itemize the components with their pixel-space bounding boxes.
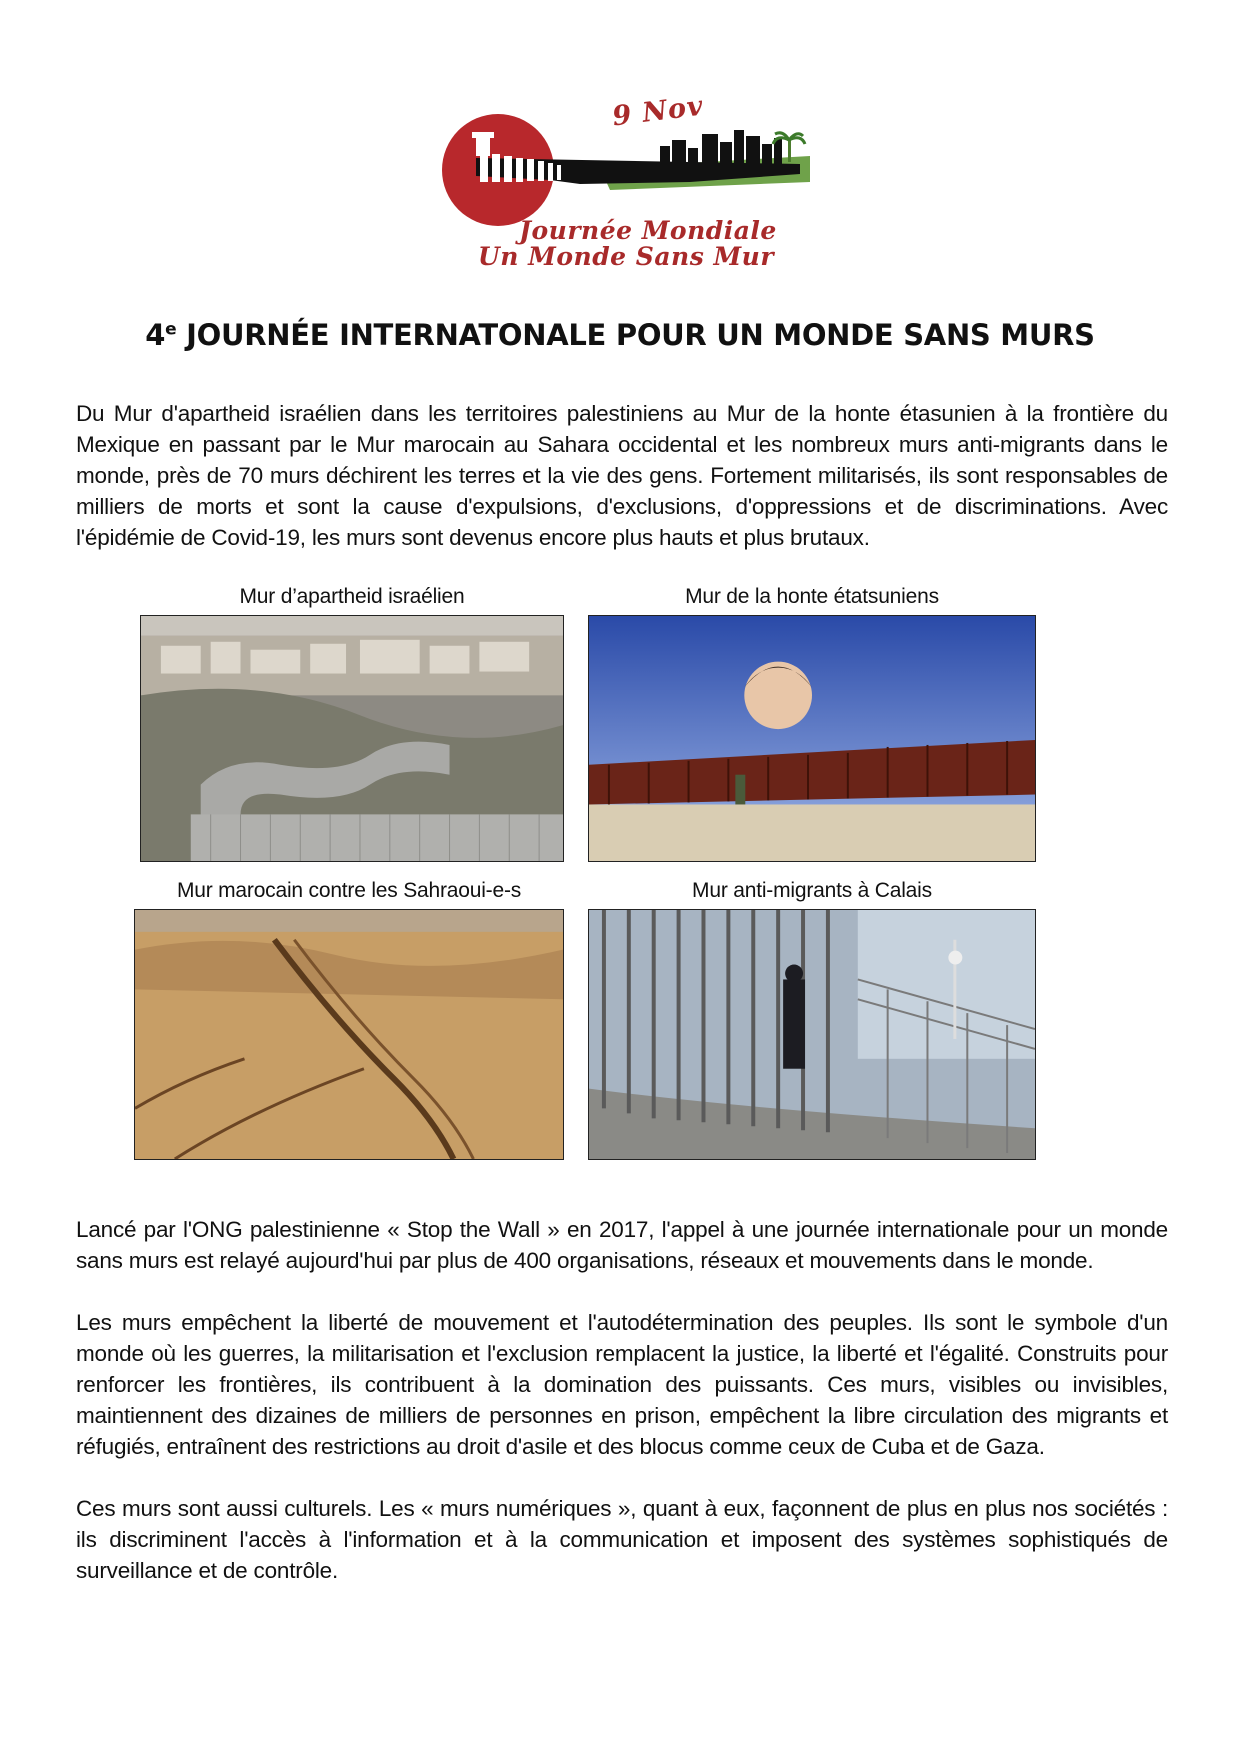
watchtower-shape — [476, 136, 490, 156]
photo-calais-wall — [588, 909, 1036, 1160]
photo-moroccan-wall — [134, 909, 564, 1160]
photo-caption-usa: Mur de la honte étatsuniens — [685, 585, 939, 608]
page-title — [60, 318, 1180, 352]
photo-us-wall — [588, 615, 1036, 862]
event-logo — [440, 90, 820, 280]
photo-israeli-wall — [140, 615, 564, 862]
photo-caption-morocco: Mur marocain contre les Sahraoui-e-s — [176, 879, 522, 902]
intro-paragraph: Du Mur d'apartheid israélien dans les territoires palestiniens au Mur de la honte étasunien à la frontière du Mexique en passant par le Mur marocain au Sahara occidental et les nombreux murs anti-migrants dans le monde, près de 70 murs déchirent les terres et la vie des gens. Fortement militarisés, ils sont responsables de milliers de morts et sont la cause d'expulsions, d'exclusions, d'oppressions et de discriminations. Avec l'épidémie de Covid-19, les murs sont devenus encore plus hauts et plus brutaux. — [76, 401, 1168, 550]
title-superscript: e — [165, 319, 177, 340]
title-text: JOURNÉE INTERNATONALE POUR UN MONDE SANS MURS — [176, 318, 1095, 352]
logo-line-1: Journée Mondiale — [519, 216, 777, 245]
title-number: 4 — [145, 318, 166, 352]
logo-line-2: Un Monde Sans Mur — [477, 242, 775, 271]
logo-date: 9 Nov — [610, 90, 706, 133]
launch-paragraph: Lancé par l'ONG palestinienne « Stop the Wall » en 2017, l'appel à une journée internationale pour un monde sans murs est relayé aujourd'hui par plus de 400 organisations, réseaux et mouvements dans le monde. — [76, 1217, 1168, 1273]
photo-caption-calais: Mur anti-migrants à Calais — [692, 879, 932, 902]
photo-caption-israel: Mur d’apartheid israélien — [239, 585, 465, 608]
city-skyline-shape — [660, 130, 782, 166]
walls-paragraph: Les murs empêchent la liberté de mouvement et l'autodétermination des peuples. Ils sont le symbole d'un monde où les guerres, la militarisation et l'exclusion remplacent la justice, la liberté et l'égalité. Construits pour renforcer les frontières, ils contribuent à la domination des puissants. Ces murs, visibles ou invisibles, maintiennent des dizaines de milliers de personnes en prison, empêchent la libre circulation des migrants et réfugiés, entraînent des restrictions au droit d'asile et des blocus comme ceux de Cuba et de Gaza. — [76, 1310, 1168, 1459]
cultural-paragraph: Ces murs sont aussi culturels. Les « murs numériques », quant à eux, façonnent de plus en plus nos sociétés : ils discriminent l'accès à l'information et à la communication et imposent des systèmes sophistiqués de surveillance et de contrôle. — [76, 1496, 1168, 1583]
